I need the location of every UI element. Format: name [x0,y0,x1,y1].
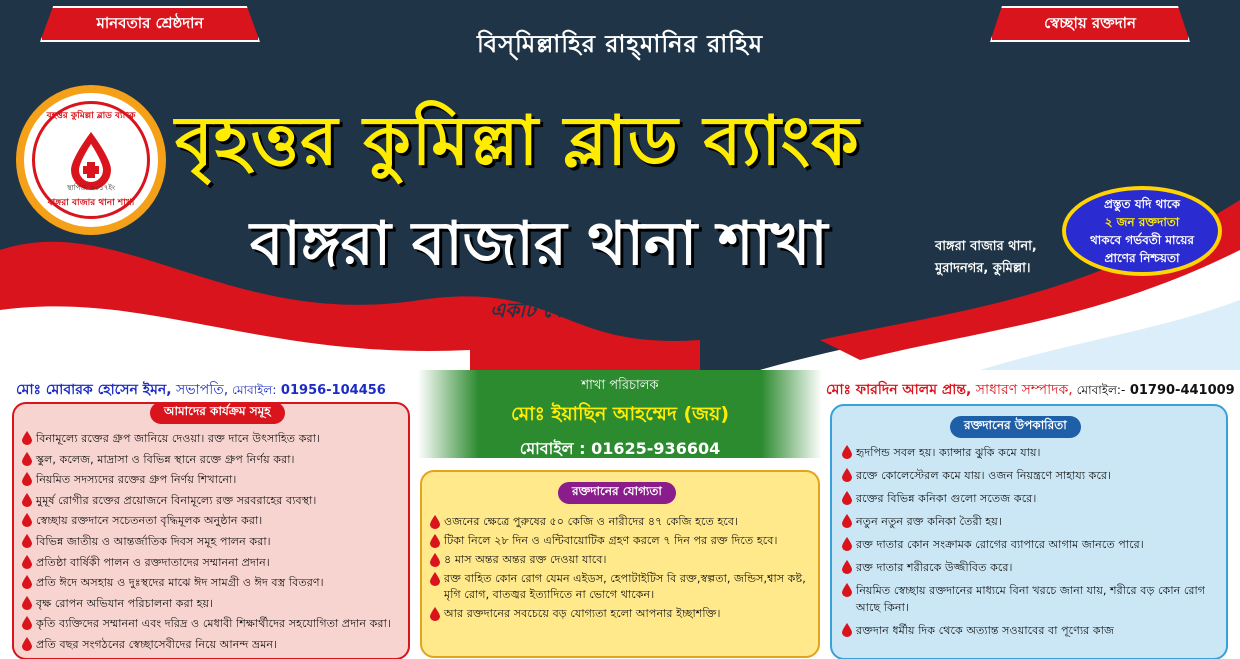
list-item-text: রক্ত বাহিত কোন রোগ যেমন এইডস, হেপাটাইটিস বি রক্ত,স্বল্পতা, জন্ডিস,শ্বাস কষ্ট, মৃগি রোগ, বাতজ্বর ইত্যাদিতে না ভোগে থাকেন। [444,572,806,601]
blood-drop-icon [430,553,440,567]
blood-drop-icon [842,491,852,505]
list-item [22,471,408,492]
programs-list [22,430,408,657]
list-item-text: নিয়মিত সদস্যদের রক্তের গ্রুপ নির্ণয় শিখানো। [36,473,237,487]
list-item-text: নতুন নতুন রক্ত কনিকা তৈরী হয়। [856,515,1002,528]
list-item-text: বিনামূল্যে রক্তের গ্রুপ জানিয়ে দেওয়া। রক্ত দানে উৎসাহিত করা। [36,432,320,445]
list-item-text: স্কুল, কলেজ, মাদ্রাসা ও বিভিন্ন স্থানে রক্তে গ্রুপ নির্ণয় করা। [36,452,295,466]
list-item-text: আর রক্তদানের সবচেয়ে বড় যোগ্যতা হলো আপনার ইচ্ছাশক্তি। [444,607,721,620]
list-item-text: কৃতি ব্যক্তিদের সম্মাননা এবং দরিদ্র ও মেধাবী শিক্ষার্থীদের সহযোগিতা প্রদান করা। [36,617,391,631]
pregnancy-note-badge: প্রস্তুত যদি থাকে ২ জন রক্তদাতা থাকবে গর্ভবতী মায়ের প্রাণের নিশ্চয়তা [1062,186,1222,276]
blood-drop-icon [842,583,852,597]
list-item-text: রক্তের বিভিন্ন কনিকা গুলো সতেজ করে। [856,492,1037,505]
blood-drop-icon [22,596,32,610]
list-item-text: স্বেচ্ছায় রক্তদানে সচেতনতা বৃদ্ধিমূলক অনুষ্ঠান করা। [36,514,263,528]
list-item [430,571,818,603]
eligibility-box [420,470,820,658]
main-title: বৃহত্তর কুমিল্লা ব্লাড ব্যাংক [175,102,860,181]
blood-drop-icon [842,445,852,459]
blood-drop-icon [430,534,440,548]
blood-drop-icon [842,560,852,574]
list-item-text: রক্ত দাতার কোন সংক্রামক রোগের ব্যাপারে আগাম জানতে পারে। [856,538,1144,551]
programs-title: আমাদের কার্যক্রম সমূহ [150,402,285,424]
list-item [842,559,1226,576]
list-item [430,606,818,622]
blood-drop-icon [22,452,32,466]
director-phone: মোবাইল : 01625-936604 [519,439,721,458]
list-item [22,512,408,533]
blood-drop-icon [22,534,32,548]
director-name: মোঃ ইয়াছিন আহম্মেদ (জয়) [510,403,730,425]
branch-director-panel [418,370,822,458]
list-item-text: টিকা নিলে ২৮ দিন ও এন্টিবায়োটিক গ্রহণ করলে ৭ দিন পর রক্ত দিতে হবে। [444,534,778,547]
list-item-text: প্রতি বছর সংগঠনের স্বেচ্ছাসেবীদের নিয়ে আনন্দ ভ্রমন। [36,637,278,651]
blood-bank-logo [16,85,166,235]
list-item [22,554,408,575]
organization-tagline: একটি স্বেচ্ছাসেবী সংগঠন [490,298,691,322]
benefits-list [842,444,1226,645]
list-item [430,533,818,549]
list-item [842,582,1226,616]
secretary-info: মোঃ ফারদিন আলম প্রান্ত, সাধারণ সম্পাদক, মোবাইল:- 01790-441009 [826,382,1235,398]
list-item [842,513,1226,530]
logo-established: স্থাপিত: ২০১৭ইং [66,184,116,192]
list-item-text: হৃদপিন্ড সবল হয়। ক্যান্সার ঝুকি কমে যায়। [856,446,1041,459]
list-item-text: রক্ত দাতার শরীরকে উজ্জীবিত করে। [856,561,1013,574]
blood-drop-icon [22,513,32,527]
list-item [22,595,408,616]
blood-drop-icon [22,493,32,507]
ribbon-voluntary: স্বেচ্ছায় রক্তদান [990,6,1190,42]
list-item-text: বিভিন্ন জাতীয় ও আন্তর্জাতিক দিবস সমূহ পালন করা। [36,534,271,548]
branch-address: বাঙ্গরা বাজার থানা, মুরাদনগর, কুমিল্লা। [935,239,1037,276]
logo-ring-top-text: বৃহত্তর কুমিল্লা ব্লাড ব্যাংক [46,111,136,121]
blood-drop-icon [842,623,852,637]
list-item [842,467,1226,484]
list-item-text: রক্তে কোলেস্টেরল কমে যায়। ওজন নিয়ন্ত্রণে সাহায্য করে। [856,469,1112,482]
list-item-text: মুমূর্ষ রোগীর রক্তের প্রয়োজনে বিনামূল্যে রক্ত সরবরাহের ব্যবস্থা। [36,493,317,507]
logo-ring-bottom-text: বাঙ্গরা বাজার থানা শাখা [47,198,135,208]
list-item-text: প্রতিষ্ঠা বার্ষিকী পালন ও রক্তদাতাদের সম্মাননা প্রদান। [36,555,270,569]
blood-drop-icon [430,607,440,621]
blood-drop-icon [842,468,852,482]
list-item-text: ৪ মাস অন্তর অন্তর রক্ত দেওয়া যাবে। [444,553,607,566]
blood-drop-icon [22,637,32,651]
list-item [22,451,408,472]
blood-drop-icon [430,515,440,529]
list-item [842,444,1226,461]
list-item-text: রক্তদান ধর্মীয় দিক থেকে অত্যান্ত সওয়াবের বা পূণ্যের কাজ [856,624,1114,637]
list-item [22,492,408,513]
list-item [22,615,408,636]
eligibility-title: রক্তদানের যোগ্যতা [558,482,676,504]
blood-drop-icon [22,555,32,569]
list-item [22,574,408,595]
list-item-text: প্রতি ঈদে অসহায় ও দুঃস্থদের মাঝে ঈদ সামগ্রী ও ঈদ বস্ত্র বিতরণ। [36,576,324,590]
list-item [842,536,1226,553]
president-info: মোঃ মোবারক হোসেন ইমন, সভাপতি, মোবাইল: 01956-104456 [16,382,386,398]
list-item [430,552,818,568]
blood-drop-icon [22,431,32,445]
blood-drop-icon [22,575,32,589]
benefits-title: রক্তদানের উপকারিতা [950,416,1081,438]
ribbon-humanity: মানবতার শ্রেষ্ঠদান [40,6,260,42]
list-item [22,533,408,554]
list-item-text: ওজনের ক্ষেত্রে পুরুষের ৫০ কেজি ও নারীদের ৪৭ কেজি হতে হবে। [444,515,739,528]
director-label: শাখা পরিচালক [581,378,659,393]
bismillah-text: বিস্‌মিল্লাহির রাহ্‌মানির রাহিম [476,30,764,58]
list-item [430,514,818,530]
blood-drop-icon [842,514,852,528]
eligibility-list [430,514,818,625]
branch-title: বাঙ্গরা বাজার থানা শাখা [250,209,828,279]
blood-drop-icon [66,130,116,190]
programs-box [12,402,410,659]
benefits-box [830,404,1228,659]
list-item [842,490,1226,507]
list-item [842,622,1226,639]
list-item-text: বৃক্ষ রোপন অভিযান পরিচালনা করা হয়। [36,596,214,610]
list-item [22,430,408,451]
list-item-text: নিয়মিত স্বেচ্ছায় রক্তদানের মাধ্যমে বিনা খরচে জানা যায়, শরীরে বড় কোন রোগ আছে কিনা। [856,584,1206,614]
blood-drop-icon [430,572,440,586]
blood-drop-icon [22,616,32,630]
list-item [22,636,408,657]
blood-drop-icon [842,537,852,551]
blood-drop-icon [22,472,32,486]
